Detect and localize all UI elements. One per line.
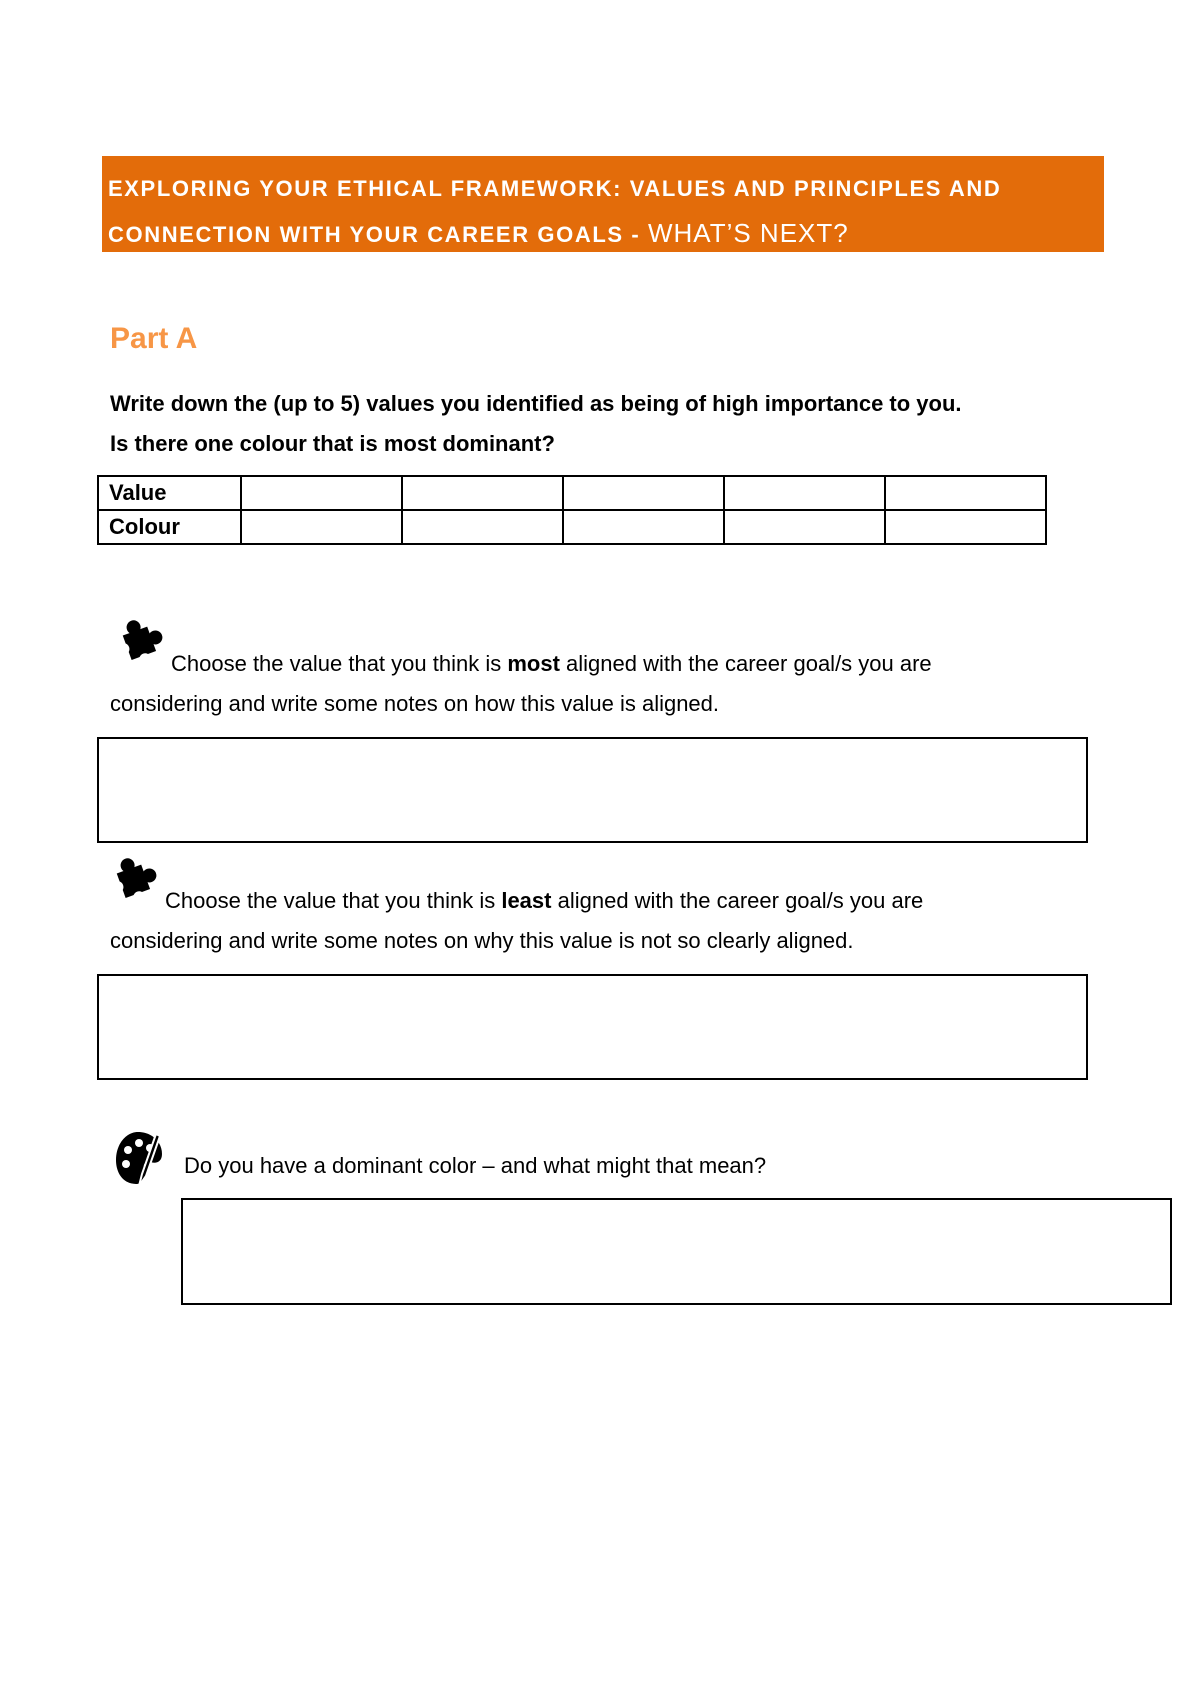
dominant-color-answer-box[interactable] bbox=[181, 1198, 1172, 1305]
banner-line-2-text: CONNECTION WITH YOUR CAREER GOALS - bbox=[108, 222, 648, 247]
banner-line-2 bbox=[108, 211, 1104, 257]
question-dominant-color: Do you have a dominant color – and what might that mean? bbox=[184, 1153, 767, 1178]
values-table bbox=[97, 475, 1047, 545]
row-label-colour: Colour bbox=[98, 510, 241, 544]
part-title: Part A bbox=[110, 322, 198, 355]
value-cell-3[interactable] bbox=[563, 476, 724, 510]
question-most-aligned bbox=[110, 644, 1110, 724]
intro-line-2: Is there one colour that is most dominant? bbox=[110, 431, 555, 456]
value-cell-2[interactable] bbox=[402, 476, 563, 510]
question-least-after: aligned with the career goal/s you are bbox=[551, 888, 924, 913]
table-row-value bbox=[98, 476, 1046, 510]
colour-cell-3[interactable] bbox=[563, 510, 724, 544]
question-most-emphasis: most bbox=[507, 651, 560, 676]
intro-instructions bbox=[110, 384, 1110, 464]
question-most-before: Choose the value that you think is bbox=[171, 651, 508, 676]
value-cell-4[interactable] bbox=[724, 476, 885, 510]
colour-cell-1[interactable] bbox=[241, 510, 402, 544]
most-aligned-answer-box[interactable] bbox=[97, 737, 1088, 843]
question-least-emphasis: least bbox=[501, 888, 552, 913]
question-least-line-2: considering and write some notes on why this value is not so clearly aligned. bbox=[110, 928, 854, 953]
question-most-after: aligned with the career goal/s you are bbox=[559, 651, 932, 676]
least-aligned-answer-box[interactable] bbox=[97, 974, 1088, 1080]
question-least-aligned bbox=[110, 881, 1110, 961]
question-most-line-2: considering and write some notes on how this value is aligned. bbox=[110, 691, 720, 716]
colour-cell-5[interactable] bbox=[885, 510, 1046, 544]
colour-cell-2[interactable] bbox=[402, 510, 563, 544]
value-cell-5[interactable] bbox=[885, 476, 1046, 510]
banner-line-1: EXPLORING YOUR ETHICAL FRAMEWORK: VALUES AND PRINCIPLES AND bbox=[108, 176, 1002, 201]
question-least-before: Choose the value that you think is bbox=[165, 888, 502, 913]
table-row-colour bbox=[98, 510, 1046, 544]
value-cell-1[interactable] bbox=[241, 476, 402, 510]
paint-palette-icon bbox=[112, 1128, 166, 1190]
question-most-line-1 bbox=[110, 644, 1110, 684]
colour-cell-4[interactable] bbox=[724, 510, 885, 544]
question-least-line-1 bbox=[110, 881, 1110, 921]
row-label-value: Value bbox=[98, 476, 241, 510]
banner-whats-next: WHAT’S NEXT? bbox=[647, 218, 849, 248]
header-banner bbox=[102, 156, 1104, 252]
intro-line-1: Write down the (up to 5) values you identified as being of high importance to you. bbox=[110, 391, 962, 416]
